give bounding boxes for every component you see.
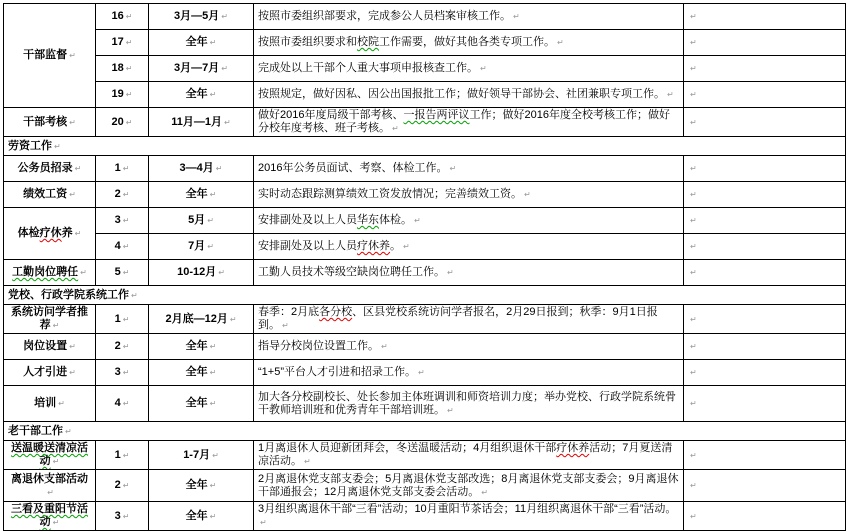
table-row bbox=[4, 156, 846, 182]
paragraph-mark: ↵ bbox=[122, 481, 130, 490]
paragraph-mark: ↵ bbox=[125, 38, 133, 47]
paragraph-mark: ↵ bbox=[447, 405, 454, 415]
section-header-row bbox=[4, 137, 846, 156]
remark-cell[interactable] bbox=[684, 470, 846, 502]
work-plan-table bbox=[3, 3, 846, 531]
seq-number: 5 bbox=[114, 266, 121, 278]
task-cell[interactable] bbox=[254, 30, 684, 56]
paragraph-mark: ↵ bbox=[218, 268, 225, 277]
section-header-row bbox=[4, 286, 846, 305]
paragraph-mark: ↵ bbox=[125, 117, 133, 127]
task-text: 指导分校岗位设置工作。 bbox=[258, 340, 379, 352]
category-label bbox=[11, 503, 88, 528]
table-row bbox=[4, 56, 846, 82]
task-cell[interactable] bbox=[254, 470, 684, 502]
table-row bbox=[4, 260, 846, 286]
paragraph-mark: ↵ bbox=[690, 314, 697, 324]
table-row bbox=[4, 108, 846, 137]
spellcheck-squiggle: 三看及重阳节活动 bbox=[11, 503, 88, 528]
paragraph-mark: ↵ bbox=[209, 399, 217, 408]
remark-cell[interactable] bbox=[684, 156, 846, 182]
paragraph-mark: ↵ bbox=[690, 450, 697, 460]
time-cell[interactable] bbox=[149, 30, 254, 56]
category-cell[interactable] bbox=[4, 360, 96, 386]
time-cell[interactable] bbox=[149, 82, 254, 108]
paragraph-mark: ↵ bbox=[80, 268, 87, 277]
paragraph-mark: ↵ bbox=[481, 487, 488, 497]
paragraph-mark: ↵ bbox=[447, 268, 454, 277]
remark-cell[interactable] bbox=[684, 30, 846, 56]
paragraph-mark: ↵ bbox=[229, 314, 237, 324]
paragraph-mark: ↵ bbox=[209, 511, 217, 521]
remark-cell[interactable] bbox=[684, 360, 846, 386]
paragraph-mark: ↵ bbox=[690, 481, 697, 490]
time-label: 全年 bbox=[185, 36, 208, 48]
seq-cell[interactable] bbox=[96, 56, 149, 82]
seq-cell[interactable] bbox=[96, 30, 149, 56]
spellcheck-squiggle: 一报告两评议 bbox=[403, 109, 470, 121]
paragraph-mark: ↵ bbox=[480, 64, 487, 73]
seq-cell[interactable] bbox=[96, 441, 149, 470]
section-header-cell[interactable] bbox=[4, 422, 846, 441]
paragraph-mark: ↵ bbox=[122, 368, 130, 377]
time-label: 2月底—12月 bbox=[165, 312, 228, 325]
table-row bbox=[4, 334, 846, 360]
time-cell[interactable] bbox=[149, 108, 254, 137]
task-cell[interactable] bbox=[254, 260, 684, 286]
time-label: 全年 bbox=[185, 88, 208, 100]
seq-number: 1 bbox=[114, 448, 121, 461]
paragraph-mark: ↵ bbox=[122, 399, 130, 408]
paragraph-mark: ↵ bbox=[52, 518, 60, 527]
section-header-cell[interactable] bbox=[4, 286, 846, 305]
spellcheck-squiggle: 工勤岗位聘任 bbox=[12, 266, 79, 278]
paragraph-mark: ↵ bbox=[125, 64, 133, 73]
time-cell[interactable] bbox=[149, 502, 254, 531]
category-label bbox=[11, 442, 88, 467]
task-text: 3月组织离退休干部“三看”活动；10月重阳节茶话会；11月组织离退休干部“三看”活动。 bbox=[258, 503, 677, 515]
task-cell[interactable] bbox=[254, 502, 684, 531]
paragraph-mark: ↵ bbox=[418, 368, 425, 377]
category-cell[interactable] bbox=[4, 502, 96, 531]
seq-number: 4 bbox=[114, 240, 121, 252]
paragraph-mark: ↵ bbox=[122, 450, 130, 460]
time-cell[interactable] bbox=[149, 470, 254, 502]
time-label: 全年 bbox=[185, 479, 208, 491]
remark-cell[interactable] bbox=[684, 82, 846, 108]
paragraph-mark: ↵ bbox=[122, 314, 130, 324]
seq-cell[interactable] bbox=[96, 156, 149, 182]
task-text: 按照市委组织部要求，完成参公人员档案审核工作。 bbox=[258, 10, 511, 22]
time-cell[interactable] bbox=[149, 260, 254, 286]
paragraph-mark: ↵ bbox=[54, 141, 61, 151]
category-label: 公务员招录 bbox=[17, 162, 73, 174]
seq-number: 1 bbox=[114, 162, 121, 174]
seq-cell[interactable] bbox=[96, 108, 149, 137]
category-cell[interactable] bbox=[4, 441, 96, 470]
spellcheck-squiggle: 疗休养 bbox=[357, 240, 390, 252]
task-text: 完成处以上干部个人重大事项申报核查工作。 bbox=[258, 62, 478, 74]
remark-cell[interactable] bbox=[684, 208, 846, 234]
task-cell[interactable] bbox=[254, 156, 684, 182]
category-cell[interactable] bbox=[4, 305, 96, 334]
task-text: 2016年公务员面试、考察、体检工作。 bbox=[258, 162, 448, 174]
time-cell[interactable] bbox=[149, 182, 254, 208]
remark-cell[interactable] bbox=[684, 56, 846, 82]
paragraph-mark: ↵ bbox=[215, 164, 223, 173]
paragraph-mark: ↵ bbox=[557, 38, 564, 47]
seq-cell[interactable] bbox=[96, 334, 149, 360]
task-cell[interactable] bbox=[254, 305, 684, 334]
seq-cell[interactable] bbox=[96, 360, 149, 386]
paragraph-mark: ↵ bbox=[282, 321, 289, 330]
task-cell[interactable] bbox=[254, 386, 684, 422]
task-cell[interactable] bbox=[254, 108, 684, 137]
time-cell[interactable] bbox=[149, 334, 254, 360]
paragraph-mark: ↵ bbox=[260, 518, 267, 527]
category-label: 培训 bbox=[34, 397, 57, 409]
paragraph-mark: ↵ bbox=[212, 450, 219, 460]
remark-cell[interactable] bbox=[684, 260, 846, 286]
remark-cell[interactable] bbox=[684, 108, 846, 137]
paragraph-mark: ↵ bbox=[69, 190, 76, 199]
seq-cell[interactable] bbox=[96, 4, 149, 30]
task-text: 工勤人员技术等级空缺岗位聘任工作。 bbox=[258, 266, 445, 278]
seq-number: 4 bbox=[114, 397, 121, 409]
category-cell[interactable] bbox=[4, 182, 96, 208]
time-label: 全年 bbox=[185, 366, 208, 378]
time-label: 1-7月 bbox=[183, 448, 211, 461]
table-row bbox=[4, 82, 846, 108]
paragraph-mark: ↵ bbox=[690, 117, 697, 127]
paragraph-mark: ↵ bbox=[690, 12, 697, 21]
paragraph-mark: ↵ bbox=[209, 342, 217, 351]
task-cell[interactable] bbox=[254, 334, 684, 360]
category-cell[interactable] bbox=[4, 334, 96, 360]
task-text: 1月离退休人员迎新团拜会，冬送温暖活动；4月组织退休干部疗休养活动；7月夏送清凉活动。 bbox=[258, 442, 673, 467]
category-label: 体检疗休养 bbox=[17, 227, 73, 239]
paragraph-mark: ↵ bbox=[69, 51, 76, 60]
paragraph-mark: ↵ bbox=[69, 368, 76, 377]
task-text: “1+5”平台人才引进和招录工作。 bbox=[258, 366, 416, 378]
category-label: 离退休支部活动 bbox=[11, 472, 88, 485]
seq-number: 18 bbox=[111, 62, 124, 74]
task-cell[interactable] bbox=[254, 441, 684, 470]
seq-number: 17 bbox=[111, 36, 124, 48]
table-row bbox=[4, 30, 846, 56]
time-label: 全年 bbox=[185, 397, 208, 409]
seq-cell[interactable] bbox=[96, 260, 149, 286]
task-text: 按照市委组织要求和校院工作需要，做好其他各类专项工作。 bbox=[258, 36, 555, 48]
remark-cell[interactable] bbox=[684, 4, 846, 30]
time-label: 全年 bbox=[185, 509, 208, 522]
paragraph-mark: ↵ bbox=[74, 229, 82, 238]
task-cell[interactable] bbox=[254, 208, 684, 234]
table-row bbox=[4, 208, 846, 234]
task-cell[interactable] bbox=[254, 4, 684, 30]
seq-number: 16 bbox=[111, 10, 124, 22]
time-label: 3月—7月 bbox=[174, 62, 220, 74]
section-title: 老干部工作 bbox=[8, 424, 63, 437]
task-text: 春季：2月底各分校、区县党校系统访问学者报名，2月29日报到；秋季：9月1日报到。 bbox=[258, 306, 658, 331]
category-label bbox=[12, 266, 78, 278]
seq-number: 2 bbox=[114, 188, 121, 200]
paragraph-mark: ↵ bbox=[209, 481, 217, 490]
section-header-row bbox=[4, 422, 846, 441]
time-label: 3月—5月 bbox=[174, 10, 220, 22]
time-cell[interactable] bbox=[149, 56, 254, 82]
task-text: 实时动态跟踪测算绩效工资发放情况；完善绩效工资。 bbox=[258, 188, 522, 200]
paragraph-mark: ↵ bbox=[209, 90, 217, 99]
seq-cell[interactable] bbox=[96, 470, 149, 502]
category-label: 系统访问学者推荐 bbox=[11, 306, 88, 331]
category-label: 干部监督 bbox=[23, 49, 68, 61]
paragraph-mark: ↵ bbox=[58, 399, 65, 408]
category-cell[interactable] bbox=[4, 260, 96, 286]
table-row bbox=[4, 234, 846, 260]
time-cell[interactable] bbox=[149, 386, 254, 422]
paragraph-mark: ↵ bbox=[414, 216, 421, 225]
seq-cell[interactable] bbox=[96, 234, 149, 260]
table-row bbox=[4, 386, 846, 422]
remark-cell[interactable] bbox=[684, 234, 846, 260]
paragraph-mark: ↵ bbox=[207, 242, 214, 251]
seq-number: 3 bbox=[114, 214, 121, 226]
category-cell[interactable] bbox=[4, 108, 96, 137]
paragraph-mark: ↵ bbox=[690, 268, 697, 277]
paragraph-mark: ↵ bbox=[207, 216, 214, 225]
paragraph-mark: ↵ bbox=[221, 12, 228, 21]
time-cell[interactable] bbox=[149, 208, 254, 234]
seq-cell[interactable] bbox=[96, 305, 149, 334]
paragraph-mark: ↵ bbox=[381, 342, 388, 351]
seq-number: 19 bbox=[111, 88, 124, 100]
time-label: 7月 bbox=[188, 240, 206, 252]
paragraph-mark: ↵ bbox=[74, 164, 82, 173]
paragraph-mark: ↵ bbox=[690, 90, 697, 99]
paragraph-mark: ↵ bbox=[690, 64, 697, 73]
category-label: 岗位设置 bbox=[23, 340, 68, 352]
seq-cell[interactable] bbox=[96, 182, 149, 208]
paragraph-mark: ↵ bbox=[122, 342, 130, 351]
paragraph-mark: ↵ bbox=[52, 321, 60, 330]
category-cell[interactable] bbox=[4, 470, 96, 502]
paragraph-mark: ↵ bbox=[65, 426, 72, 436]
task-text: 2月离退休党支部支委会；5月离退休党支部改选；8月离退休党支部支委会；9月离退休干部通报会；12月离退休党支部支委会活动。 bbox=[258, 472, 679, 498]
spellcheck-squiggle: 各分校 bbox=[319, 306, 353, 318]
paragraph-mark: ↵ bbox=[52, 457, 60, 466]
paragraph-mark: ↵ bbox=[209, 38, 217, 47]
spellcheck-squiggle: 疗休 bbox=[39, 227, 62, 239]
paragraph-mark: ↵ bbox=[122, 242, 130, 251]
remark-cell[interactable] bbox=[684, 386, 846, 422]
paragraph-mark: ↵ bbox=[69, 342, 76, 351]
seq-number: 2 bbox=[114, 479, 121, 491]
seq-number: 20 bbox=[111, 115, 124, 128]
time-label: 全年 bbox=[185, 340, 208, 352]
paragraph-mark: ↵ bbox=[224, 117, 231, 127]
paragraph-mark: ↵ bbox=[667, 90, 674, 99]
category-cell[interactable] bbox=[4, 208, 96, 260]
paragraph-mark: ↵ bbox=[125, 90, 133, 99]
seq-cell[interactable] bbox=[96, 502, 149, 531]
table-row bbox=[4, 441, 846, 470]
time-cell[interactable] bbox=[149, 441, 254, 470]
task-cell[interactable] bbox=[254, 82, 684, 108]
task-cell[interactable] bbox=[254, 56, 684, 82]
paragraph-mark: ↵ bbox=[122, 190, 130, 199]
paragraph-mark: ↵ bbox=[122, 164, 130, 173]
table-row bbox=[4, 502, 846, 531]
task-cell[interactable] bbox=[254, 182, 684, 208]
paragraph-mark: ↵ bbox=[122, 268, 130, 277]
time-label: 11月—1月 bbox=[171, 115, 223, 128]
seq-number: 1 bbox=[114, 312, 121, 325]
paragraph-mark: ↵ bbox=[403, 242, 410, 251]
task-text: 按照规定，做好因私、因公出国报批工作；做好领导干部协会、社团兼职专项工作。 bbox=[258, 88, 665, 100]
section-header-cell[interactable] bbox=[4, 137, 846, 156]
table-row bbox=[4, 470, 846, 502]
task-text: 加大各分校副校长、处长参加主体班调训和师资培训力度；举办党校、行政学院系统骨干教师培训班和优秀青年干部培训班。 bbox=[258, 390, 676, 416]
seq-number: 3 bbox=[114, 366, 121, 378]
remark-cell[interactable] bbox=[684, 305, 846, 334]
task-text: 做好2016年度局级干部考核、一报告两评议工作；做好2016年度全校考核工作；做好分校年度考核、班子考核。 bbox=[258, 109, 670, 134]
category-label: 干部考核 bbox=[23, 115, 68, 128]
paragraph-mark: ↵ bbox=[513, 12, 520, 21]
seq-cell[interactable] bbox=[96, 208, 149, 234]
paragraph-mark: ↵ bbox=[125, 12, 133, 21]
seq-cell[interactable] bbox=[96, 386, 149, 422]
remark-cell[interactable] bbox=[684, 502, 846, 531]
category-cell[interactable] bbox=[4, 156, 96, 182]
paragraph-mark: ↵ bbox=[392, 124, 399, 133]
table-row bbox=[4, 360, 846, 386]
paragraph-mark: ↵ bbox=[122, 511, 130, 521]
spellcheck-squiggle: 疗休养 bbox=[556, 442, 590, 454]
category-label: 人才引进 bbox=[23, 366, 68, 378]
time-cell[interactable] bbox=[149, 305, 254, 334]
category-cell[interactable] bbox=[4, 386, 96, 422]
paragraph-mark: ↵ bbox=[304, 457, 311, 466]
task-cell[interactable] bbox=[254, 360, 684, 386]
paragraph-mark: ↵ bbox=[690, 368, 697, 377]
time-label: 全年 bbox=[185, 188, 208, 200]
paragraph-mark: ↵ bbox=[690, 342, 697, 351]
time-cell[interactable] bbox=[149, 234, 254, 260]
remark-cell[interactable] bbox=[684, 441, 846, 470]
paragraph-mark: ↵ bbox=[131, 290, 138, 300]
table-row bbox=[4, 4, 846, 30]
spellcheck-squiggle: 送温暖送清凉活动 bbox=[11, 442, 88, 467]
task-cell[interactable] bbox=[254, 234, 684, 260]
paragraph-mark: ↵ bbox=[209, 190, 217, 199]
table-row bbox=[4, 305, 846, 334]
paragraph-mark: ↵ bbox=[690, 399, 697, 408]
paragraph-mark: ↵ bbox=[690, 511, 697, 521]
time-cell[interactable] bbox=[149, 360, 254, 386]
paragraph-mark: ↵ bbox=[690, 242, 697, 251]
table-row bbox=[4, 182, 846, 208]
seq-number: 3 bbox=[114, 509, 121, 522]
time-label: 10-12月 bbox=[177, 266, 217, 278]
category-label: 绩效工资 bbox=[23, 188, 68, 200]
time-cell[interactable] bbox=[149, 156, 254, 182]
category-cell[interactable] bbox=[4, 4, 96, 108]
time-label: 3—4月 bbox=[179, 162, 214, 174]
remark-cell[interactable] bbox=[684, 182, 846, 208]
section-title: 劳资工作 bbox=[8, 139, 52, 152]
paragraph-mark: ↵ bbox=[122, 216, 130, 225]
paragraph-mark: ↵ bbox=[69, 117, 76, 127]
remark-cell[interactable] bbox=[684, 334, 846, 360]
spellcheck-squiggle: 校院 bbox=[357, 36, 379, 48]
paragraph-mark: ↵ bbox=[690, 164, 697, 173]
spellcheck-squiggle: 华东 bbox=[357, 214, 379, 226]
time-label: 5月 bbox=[188, 214, 206, 226]
task-text: 安排副处及以上人员华东体检。 bbox=[258, 214, 412, 226]
paragraph-mark: ↵ bbox=[221, 64, 228, 73]
seq-number: 2 bbox=[114, 340, 121, 352]
paragraph-mark: ↵ bbox=[690, 38, 697, 47]
paragraph-mark: ↵ bbox=[690, 190, 697, 199]
section-title: 党校、行政学院系统工作 bbox=[8, 288, 129, 301]
task-text: 安排副处及以上人员疗休养。 bbox=[258, 240, 401, 252]
seq-cell[interactable] bbox=[96, 82, 149, 108]
paragraph-mark: ↵ bbox=[524, 190, 531, 199]
paragraph-mark: ↵ bbox=[449, 164, 457, 173]
paragraph-mark: ↵ bbox=[690, 216, 697, 225]
paragraph-mark: ↵ bbox=[209, 368, 217, 377]
time-cell[interactable] bbox=[149, 4, 254, 30]
paragraph-mark: ↵ bbox=[47, 487, 54, 497]
